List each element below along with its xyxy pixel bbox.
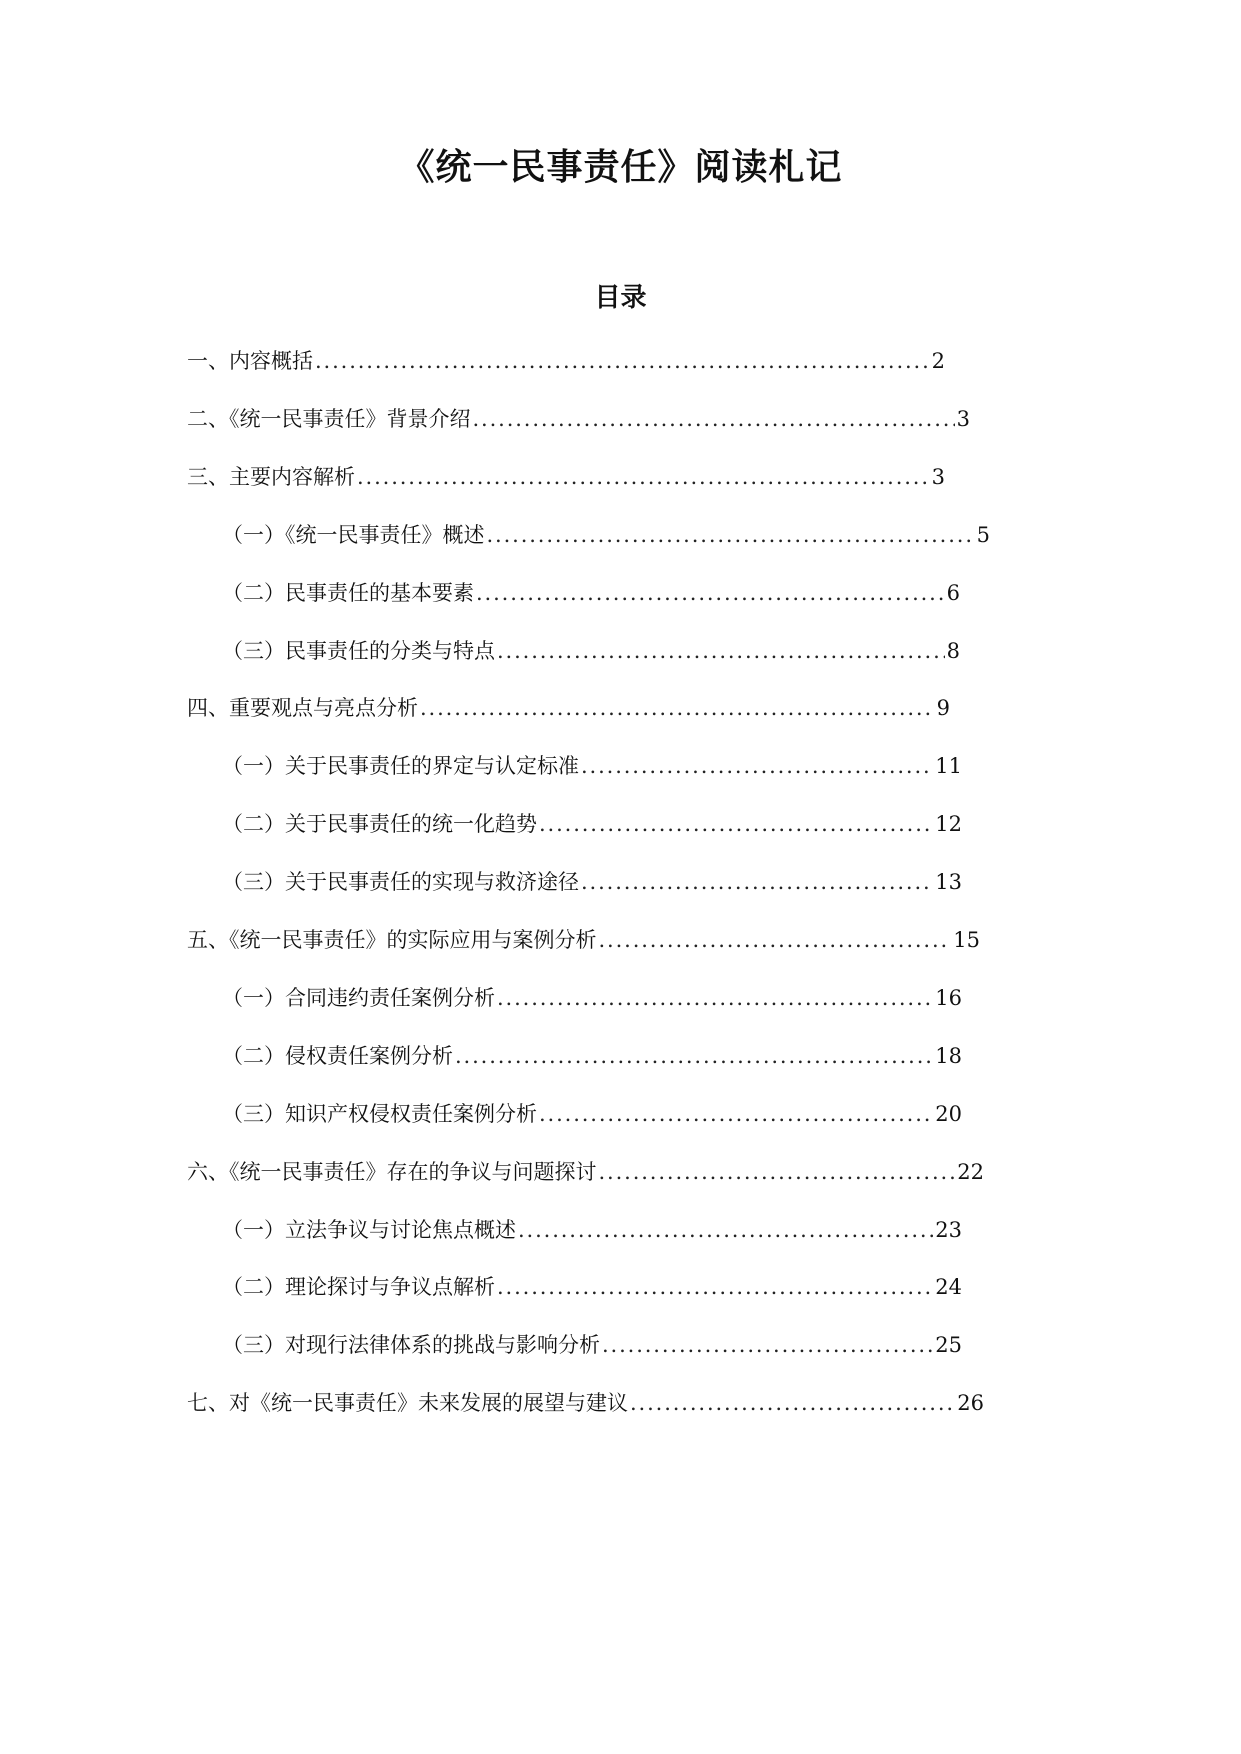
toc-dot-leader — [315, 346, 930, 376]
toc-entry-label: 一、内容概括 — [187, 349, 313, 373]
toc-entry-label: （三）关于民事责任的实现与救济途径 — [222, 870, 579, 894]
toc-entry[interactable] — [222, 1215, 962, 1245]
toc-entry[interactable] — [187, 693, 950, 723]
toc-entry[interactable] — [187, 925, 980, 955]
toc-dot-leader — [581, 751, 933, 781]
toc-entry-page-number: 23 — [935, 1218, 962, 1242]
toc-entry[interactable] — [222, 751, 962, 781]
toc-entry-label: （二）民事责任的基本要素 — [222, 581, 474, 605]
toc-entry-page-number: 11 — [935, 754, 962, 778]
toc-entry[interactable] — [187, 1388, 984, 1418]
toc-dot-leader — [420, 693, 935, 723]
toc-entry-page-number: 18 — [935, 1044, 962, 1068]
toc-dot-leader — [602, 1330, 933, 1360]
toc-entry-label: 六、《统一民事责任》存在的争议与问题探讨 — [187, 1160, 597, 1184]
toc-entry-label: （一）关于民事责任的界定与认定标准 — [222, 754, 579, 778]
toc-entry-page-number: 8 — [946, 639, 960, 663]
toc-entry[interactable] — [187, 462, 945, 492]
toc-entry-label: （二）关于民事责任的统一化趋势 — [222, 812, 537, 836]
toc-entry-page-number: 3 — [956, 407, 970, 431]
toc-entry-label: （三）对现行法律体系的挑战与影响分析 — [222, 1333, 600, 1357]
toc-entry[interactable] — [222, 578, 960, 608]
toc-entry[interactable] — [187, 404, 970, 434]
toc-entry-page-number: 26 — [957, 1391, 984, 1415]
toc-entry-page-number: 2 — [931, 349, 945, 373]
toc-dot-leader — [539, 809, 933, 839]
toc-entry-page-number: 6 — [946, 581, 960, 605]
toc-entry-label: 四、重要观点与亮点分析 — [187, 696, 418, 720]
toc-dot-leader — [497, 983, 933, 1013]
toc-entry[interactable] — [222, 983, 962, 1013]
toc-entry-label: （二）理论探讨与争议点解析 — [222, 1275, 495, 1299]
toc-entry[interactable] — [222, 636, 960, 666]
toc-dot-leader — [630, 1388, 955, 1418]
toc-dot-leader — [539, 1099, 933, 1129]
toc-entry-page-number: 5 — [976, 523, 990, 547]
toc-entry[interactable] — [222, 1330, 962, 1360]
toc-entry-label: 二、《统一民事责任》背景介绍 — [187, 407, 471, 431]
toc-entry-page-number: 9 — [936, 696, 950, 720]
toc-dot-leader — [497, 636, 945, 666]
toc-entry-label: 五、《统一民事责任》的实际应用与案例分析 — [187, 928, 597, 952]
toc-dot-leader — [473, 404, 955, 434]
toc-entry-label: 七、对《统一民事责任》未来发展的展望与建议 — [187, 1391, 628, 1415]
toc-entry-label: （三）知识产权侵权责任案例分析 — [222, 1102, 537, 1126]
toc-entry-page-number: 16 — [935, 986, 962, 1010]
toc-dot-leader — [599, 925, 952, 955]
toc-dot-leader — [487, 520, 975, 550]
toc-entry-page-number: 13 — [935, 870, 962, 894]
toc-entry-label: （三）民事责任的分类与特点 — [222, 639, 495, 663]
toc-entry-page-number: 22 — [957, 1160, 984, 1184]
toc-entry[interactable] — [222, 1272, 962, 1302]
toc-entry-label: （一）《统一民事责任》概述 — [222, 523, 485, 547]
toc-dot-leader — [357, 462, 930, 492]
toc-entry-page-number: 15 — [953, 928, 980, 952]
toc-entry-page-number: 3 — [931, 465, 945, 489]
toc-entry-label: （一）合同违约责任案例分析 — [222, 986, 495, 1010]
toc-entry-page-number: 25 — [935, 1333, 962, 1357]
toc-dot-leader — [518, 1215, 933, 1245]
toc-entry[interactable] — [222, 809, 962, 839]
toc-entry[interactable] — [222, 1099, 962, 1129]
document-title: 《统一民事责任》阅读札记 — [398, 147, 843, 188]
toc-entry[interactable] — [187, 1157, 984, 1187]
toc-entry-page-number: 24 — [935, 1275, 962, 1299]
toc-entry[interactable] — [222, 520, 990, 550]
toc-entry-label: 三、主要内容解析 — [187, 465, 355, 489]
toc-entry[interactable] — [222, 1041, 962, 1071]
toc-dot-leader — [497, 1272, 933, 1302]
toc-dot-leader — [599, 1157, 956, 1187]
toc-entry[interactable] — [222, 867, 962, 897]
toc-entry-label: （二）侵权责任案例分析 — [222, 1044, 453, 1068]
toc-entry-page-number: 12 — [935, 812, 962, 836]
toc-dot-leader — [476, 578, 945, 608]
toc-entry[interactable] — [187, 346, 945, 376]
toc-heading: 目录 — [594, 283, 647, 313]
toc-dot-leader — [455, 1041, 933, 1071]
toc-entry-page-number: 20 — [935, 1102, 962, 1126]
toc-entry-label: （一）立法争议与讨论焦点概述 — [222, 1218, 516, 1242]
toc-dot-leader — [581, 867, 933, 897]
